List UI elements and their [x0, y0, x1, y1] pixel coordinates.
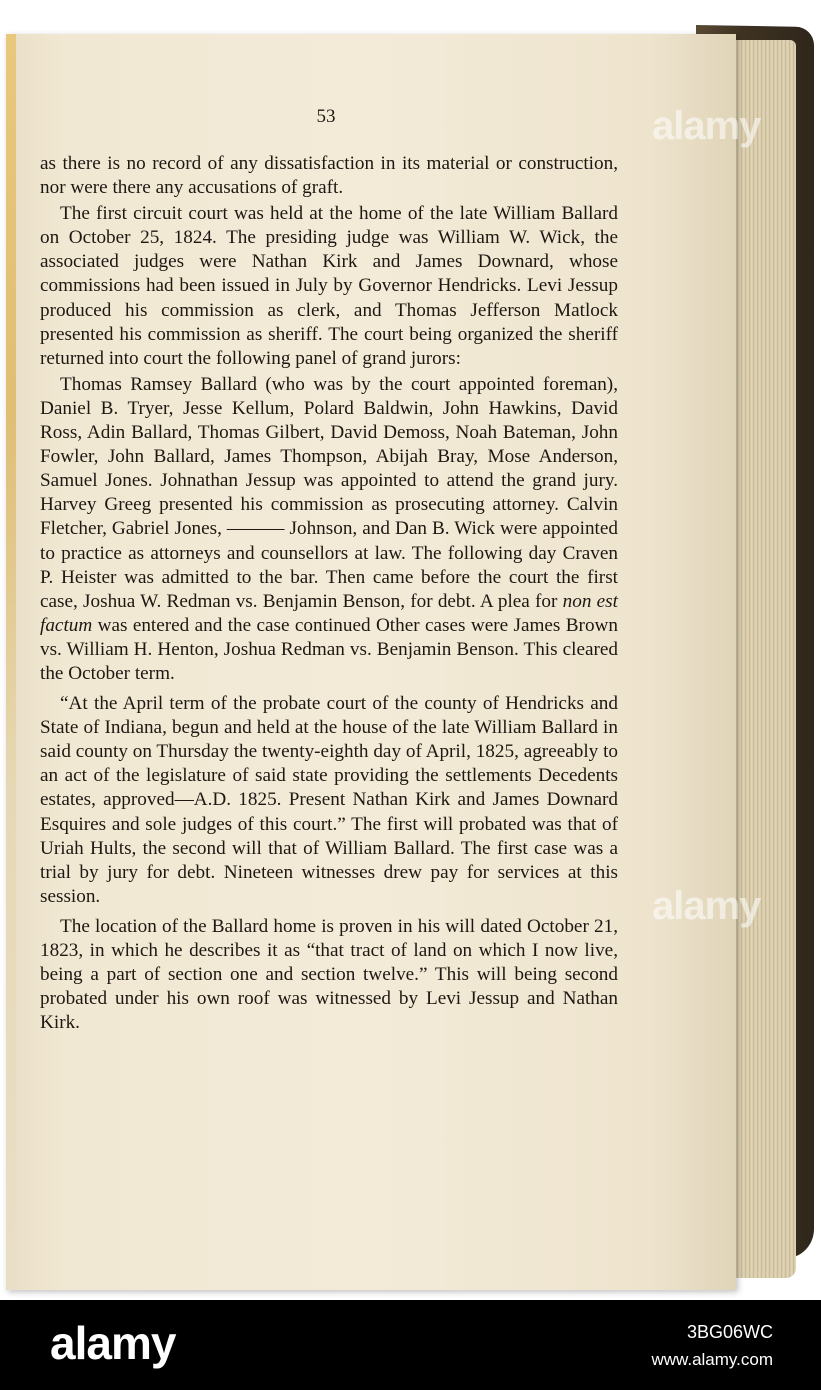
footer-bar: [0, 1300, 821, 1390]
paragraph-text: Thomas Ramsey Ballard (who was by the court appointed foreman), Daniel B. Tryer, Jesse Kellum, Polard Baldwin, John Hawkins, David Ross, Adin Ballard, Thomas Gilbert, David Demoss, Noah Bateman, John Fowler, John Ballard, James Thompson, Abijah Bray, Mose Anderson, Samuel Jones. Johnathan Jessup was appointed to attend the grand jury. Harvey Greeg presented his commission as prosecuting attorney. Calvin Fletcher, Gabriel Jones, ——— Johnson, and Dan B. Wick were appointed to practice as attorneys and counsellors at law. The following day Craven P. Heister was admitted to the bar. Then came before the court the first case, Joshua W. Redman vs. Benjamin Benson, for debt. A plea for: [40, 373, 618, 612]
watermark-logo: alamy: [652, 884, 761, 928]
page-number: 53: [316, 106, 336, 127]
footer-url: www.alamy.com: [651, 1350, 773, 1369]
paragraph: The first circuit court was held at the home of the late William Ballard on October 25, 1824. The presiding judge was William W. Wick, the associated judges were Nathan Kirk and James Downard, whose commissions had been issued in July by Governor Hendricks. Levi Jessup produced his commission as clerk, and Thomas Jefferson Matlock presented his commission as sheriff. The court being organized the sheriff returned into court the following panel of grand jurors:: [40, 203, 618, 369]
footer-logo: alamy: [50, 1317, 176, 1369]
paragraph: “At the April term of the probate court of the county of Hendricks and State of Indiana, begun and held at the house of the late William Ballard in said county on Thursday the twenty-eighth day of April, 1825, agreeably to an act of the legislature of said state providing the settlements Decedents estates, approved—A.D. 1825. Present Nathan Kirk and James Downard Esquires and sole judges of this court.” The first will probated was that of Uriah Hults, the second will that of William Ballard. The first case was a trial by jury for debt. Nineteen witnesses drew pay for services at this session.: [40, 693, 618, 907]
italic-phrase: non est factum: [40, 590, 618, 636]
watermark-logo: alamy: [652, 104, 761, 148]
image-id: 3BG06WC: [686, 1322, 773, 1342]
book: [6, 26, 814, 1290]
paragraph: [40, 373, 618, 686]
paragraph-text: was entered and the case continued Other cases were James Brown vs. William H. Henton, Joshua Redman vs. Benjamin Benson. This cleared the October term.: [40, 614, 618, 684]
paragraph: as there is no record of any dissatisfaction in its material or construction, nor were there any accusations of graft.: [40, 153, 618, 199]
book-page: [6, 34, 736, 1290]
paragraph: The location of the Ballard home is proven in his will dated October 21, 1823, in which he describes it as “that tract of land on which I now live, being a part of section one and section twelve.” This will being second probated under his own roof was witnessed by Levi Jessup and Nathan Kirk.: [40, 915, 618, 1034]
page-text: [40, 152, 618, 1037]
